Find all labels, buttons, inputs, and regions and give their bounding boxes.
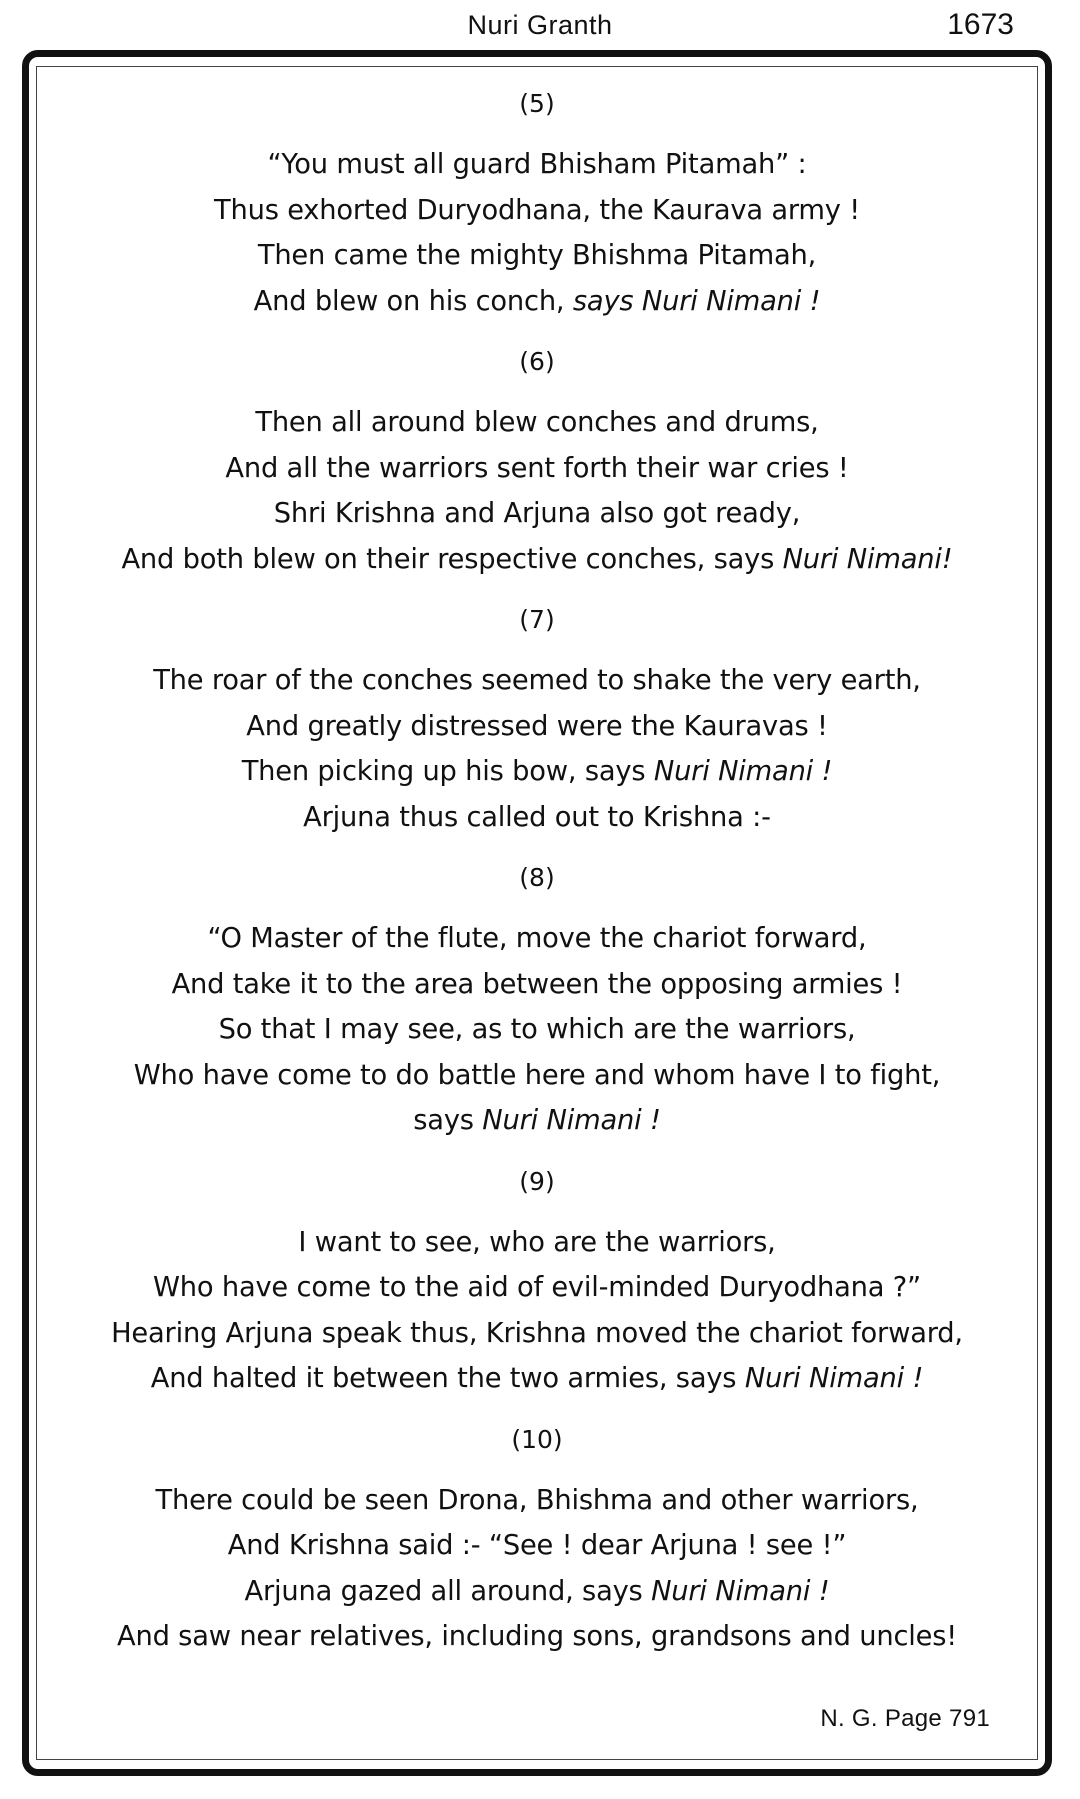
stanza bbox=[36, 84, 1038, 324]
verse-text: Who have come to the aid of evil-minded Duryodhana ?” bbox=[152, 1272, 921, 1303]
book-title: Nuri Granth bbox=[467, 10, 613, 40]
verse-line bbox=[36, 188, 1038, 234]
verse-text: “O Master of the flute, move the chariot forward, bbox=[207, 923, 867, 954]
verse-text: Arjuna gazed all around, says bbox=[244, 1575, 652, 1607]
stanza-number: (6) bbox=[519, 347, 555, 376]
stanza-number: (10) bbox=[511, 1424, 563, 1454]
verse-text: And Krishna said :- “See ! dear Arjuna ! see !” bbox=[227, 1530, 847, 1561]
verse-text: And greatly distressed were the Kauravas ! bbox=[246, 710, 828, 742]
poet-attribution: says Nuri Nimani ! bbox=[572, 285, 821, 317]
verse-text: Who have come to do battle here and whom have I to fight, bbox=[133, 1059, 941, 1091]
verse-text: Then came the mighty Bhishma Pitamah, bbox=[257, 240, 817, 271]
page-header bbox=[0, 8, 1080, 50]
verse-line bbox=[36, 916, 1038, 962]
poet-attribution: Nuri Nimani ! bbox=[651, 1575, 830, 1607]
verse-text: Then picking up his bow, says bbox=[241, 756, 654, 787]
poet-attribution: Nuri Nimani ! bbox=[653, 756, 833, 787]
verse-line bbox=[36, 749, 1038, 795]
poet-attribution: Nuri Nimani ! bbox=[744, 1363, 924, 1394]
verse-line bbox=[36, 1356, 1038, 1402]
verse-text: Then all around blew conches and drums, bbox=[255, 407, 819, 438]
verse-line bbox=[36, 1614, 1038, 1660]
verse-text: There could be seen Drona, Bhishma and other warriors, bbox=[155, 1484, 919, 1516]
page-number: 1673 bbox=[947, 8, 1014, 41]
verse-line bbox=[36, 658, 1038, 704]
stanza bbox=[36, 1420, 1038, 1660]
verse-line bbox=[36, 1007, 1038, 1053]
verse-text: Arjuna thus called out to Krishna :- bbox=[303, 801, 771, 833]
verse-line bbox=[36, 491, 1038, 537]
verse-line bbox=[36, 1220, 1038, 1266]
stanza bbox=[36, 600, 1038, 840]
verse-text: The roar of the conches seemed to shake the very earth, bbox=[153, 665, 921, 696]
verse-text: Thus exhorted Duryodhana, the Kaurava army ! bbox=[214, 194, 860, 226]
verse-text: says bbox=[413, 1105, 483, 1136]
verse-line bbox=[36, 142, 1038, 188]
verse-line bbox=[36, 279, 1038, 325]
stanza-number: (5) bbox=[519, 89, 555, 118]
verse-line bbox=[36, 1523, 1038, 1569]
stanza bbox=[36, 1162, 1038, 1402]
verse-text: Hearing Arjuna speak thus, Krishna moved the chariot forward, bbox=[111, 1317, 963, 1349]
verse-content bbox=[36, 84, 1038, 1678]
verse-text: And all the warriors sent forth their war cries ! bbox=[225, 452, 849, 484]
stanza bbox=[36, 342, 1038, 582]
verse-line bbox=[36, 1265, 1038, 1311]
verse-line bbox=[36, 537, 1038, 583]
verse-text: And blew on his conch, bbox=[253, 285, 573, 317]
verse-line bbox=[36, 1098, 1038, 1144]
verse-line bbox=[36, 400, 1038, 446]
verse-text: And saw near relatives, including sons, grandsons and uncles! bbox=[117, 1621, 957, 1652]
verse-line bbox=[36, 704, 1038, 750]
verse-line bbox=[36, 446, 1038, 492]
verse-text: Shri Krishna and Arjuna also got ready, bbox=[273, 498, 801, 529]
stanza bbox=[36, 858, 1038, 1144]
verse-line bbox=[36, 795, 1038, 841]
verse-text: I want to see, who are the warriors, bbox=[298, 1226, 776, 1258]
verse-line bbox=[36, 1311, 1038, 1357]
poet-attribution: Nuri Nimani! bbox=[782, 543, 953, 575]
stanza-number: (9) bbox=[519, 1166, 555, 1196]
verse-text: So that I may see, as to which are the warriors, bbox=[218, 1014, 856, 1045]
verse-text: And halted it between the two armies, says bbox=[150, 1363, 745, 1394]
verse-line bbox=[36, 1053, 1038, 1099]
verse-line bbox=[36, 233, 1038, 279]
verse-line bbox=[36, 1569, 1038, 1615]
verse-text: And take it to the area between the opposing armies ! bbox=[171, 968, 903, 1000]
verse-text: “You must all guard Bhisham Pitamah” : bbox=[267, 149, 807, 180]
verse-text: And both blew on their respective conches, says bbox=[121, 543, 783, 575]
verse-line bbox=[36, 1478, 1038, 1524]
source-page-reference: N. G. Page 791 bbox=[820, 1705, 990, 1732]
poet-attribution: Nuri Nimani ! bbox=[482, 1105, 661, 1136]
verse-line bbox=[36, 962, 1038, 1008]
stanza-number: (8) bbox=[519, 863, 555, 892]
stanza-number: (7) bbox=[519, 605, 555, 634]
